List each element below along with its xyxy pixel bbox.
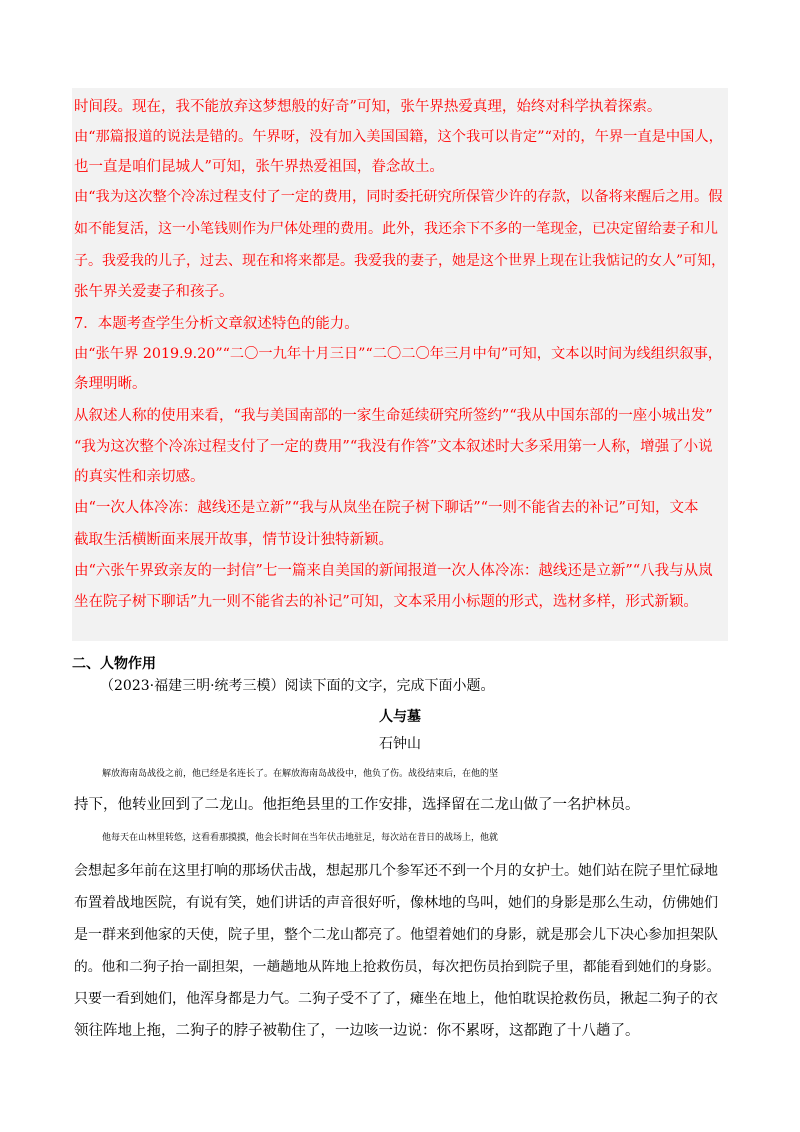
answer-line: 的真实性和亲切感。 (74, 469, 205, 485)
answer-line: 7．本题考查学生分析文章叙述特色的能力。 (74, 316, 359, 332)
answer-line: 坐在院子树下聊话”九一则不能省去的补记”可知，文本采用小标题的形式，选材多样，形式新颖。 (74, 594, 698, 610)
section-heading: 二、人物作用 (72, 656, 156, 672)
answer-line: 如不能复活，这一小笔钱则作为尸体处理的费用。此外，我还余下不多的一笔现金，已决定留给妻子和儿 (74, 221, 718, 237)
article-line: 会想起多年前在这里打响的那场伏击战，想起那几个参军还不到一个月的女护士。她们站在院子里忙碌地 (74, 863, 718, 879)
article-line: 布置着战地医院，有说有笑，她们讲话的声音很好听，像林地的鸟叫，她们的身影是那么生动，仿佛她们 (74, 895, 718, 911)
answer-line: 时间段。现在，我不能放弃这梦想般的好奇”可知，张午界热爱真理，始终对科学执着探索。 (74, 99, 662, 115)
article-line: 领往阵地上拖，二狗子的脖子被勒住了，一边咳一边说：你不累呀，这都跑了十八趟了。 (74, 1023, 640, 1039)
answer-line: 也一直是咱们昆城人”可知，张午界热爱祖国，眷念故土。 (74, 159, 444, 175)
article-author: 石钟山 (379, 736, 421, 752)
answer-line: 从叙述人称的使用来看，“我与美国南部的一家生命延续研究所签约”“我从中国东部的一座小城出发” (74, 408, 713, 424)
article-line: 只要一看到她们，他浑身都是力气。二狗子受不了了，瘫坐在地上，他怕耽误抢救伤员，揪起二狗子的衣 (74, 991, 718, 1007)
question-source: （2023·福建三明·统考三模）阅读下面的文字，完成下面小题。 (100, 678, 495, 694)
answer-line: 由“我为这次整个冷冻过程支付了一定的费用，同时委托研究所保管少许的存款，以备将来醒后之用。假 (74, 189, 723, 205)
answer-line: 条理明晰。 (74, 376, 147, 392)
article-line: 解放海南岛战役之前，他已经是名连长了。在解放海南岛战役中，他负了伤。战役结束后，在他的坚 (102, 769, 499, 779)
answer-line: 由“一次人体冷冻：越线还是立新”“我与从岚坐在院子树下聊话”“一则不能省去的补记”可知，文本 (74, 500, 699, 516)
article-title: 人与墓 (379, 709, 421, 725)
article-line: 他每天在山林里转悠，这看看那摸摸，他会长时间在当年伏击地驻足，每次站在昔日的战场上，他就 (102, 833, 499, 843)
answer-line: 由“张午界 2019.9.20”“二〇一九年十月三日”“二〇二〇年三月中旬”可知，文本以时间为线组织叙事， (74, 346, 723, 362)
answer-line: 由“那篇报道的说法是错的。午界呀，没有加入美国国籍，这个我可以肯定”“对的，午界一直是中国人， (74, 129, 723, 145)
answer-line: “我为这次整个冷冻过程支付了一定的费用”“我没有作答”文本叙述时大多采用第一人称，增强了小说 (74, 439, 713, 455)
answer-line: 由“六张午界致亲友的一封信”七一篇来自美国的新闻报道一次人体冷冻：越线还是立新”“八我与从岚 (74, 563, 713, 579)
answer-line: 截取生活横断面来展开故事，情节设计独特新颖。 (74, 532, 393, 548)
answer-line: 张午界关爱妻子和孩子。 (74, 284, 234, 300)
article-line: 的。他和二狗子抬一副担架，一趟趟地从阵地上抢救伤员，每次把伤员抬到院子里，都能看到她们的身影。 (74, 959, 721, 975)
article-line: 是一群来到他家的天使，院子里，整个二龙山都亮了。他望着她们的身影，就是那会儿下决心参加担架队 (74, 927, 718, 943)
answer-line: 子。我爱我的儿子，过去、现在和将来都是。我爱我的妻子，她是这个世界上现在让我惦记的女人”可知， (74, 253, 726, 269)
article-line: 持下，他转业回到了二龙山。他拒绝县里的工作安排，选择留在二龙山做了一名护林员。 (74, 797, 640, 813)
